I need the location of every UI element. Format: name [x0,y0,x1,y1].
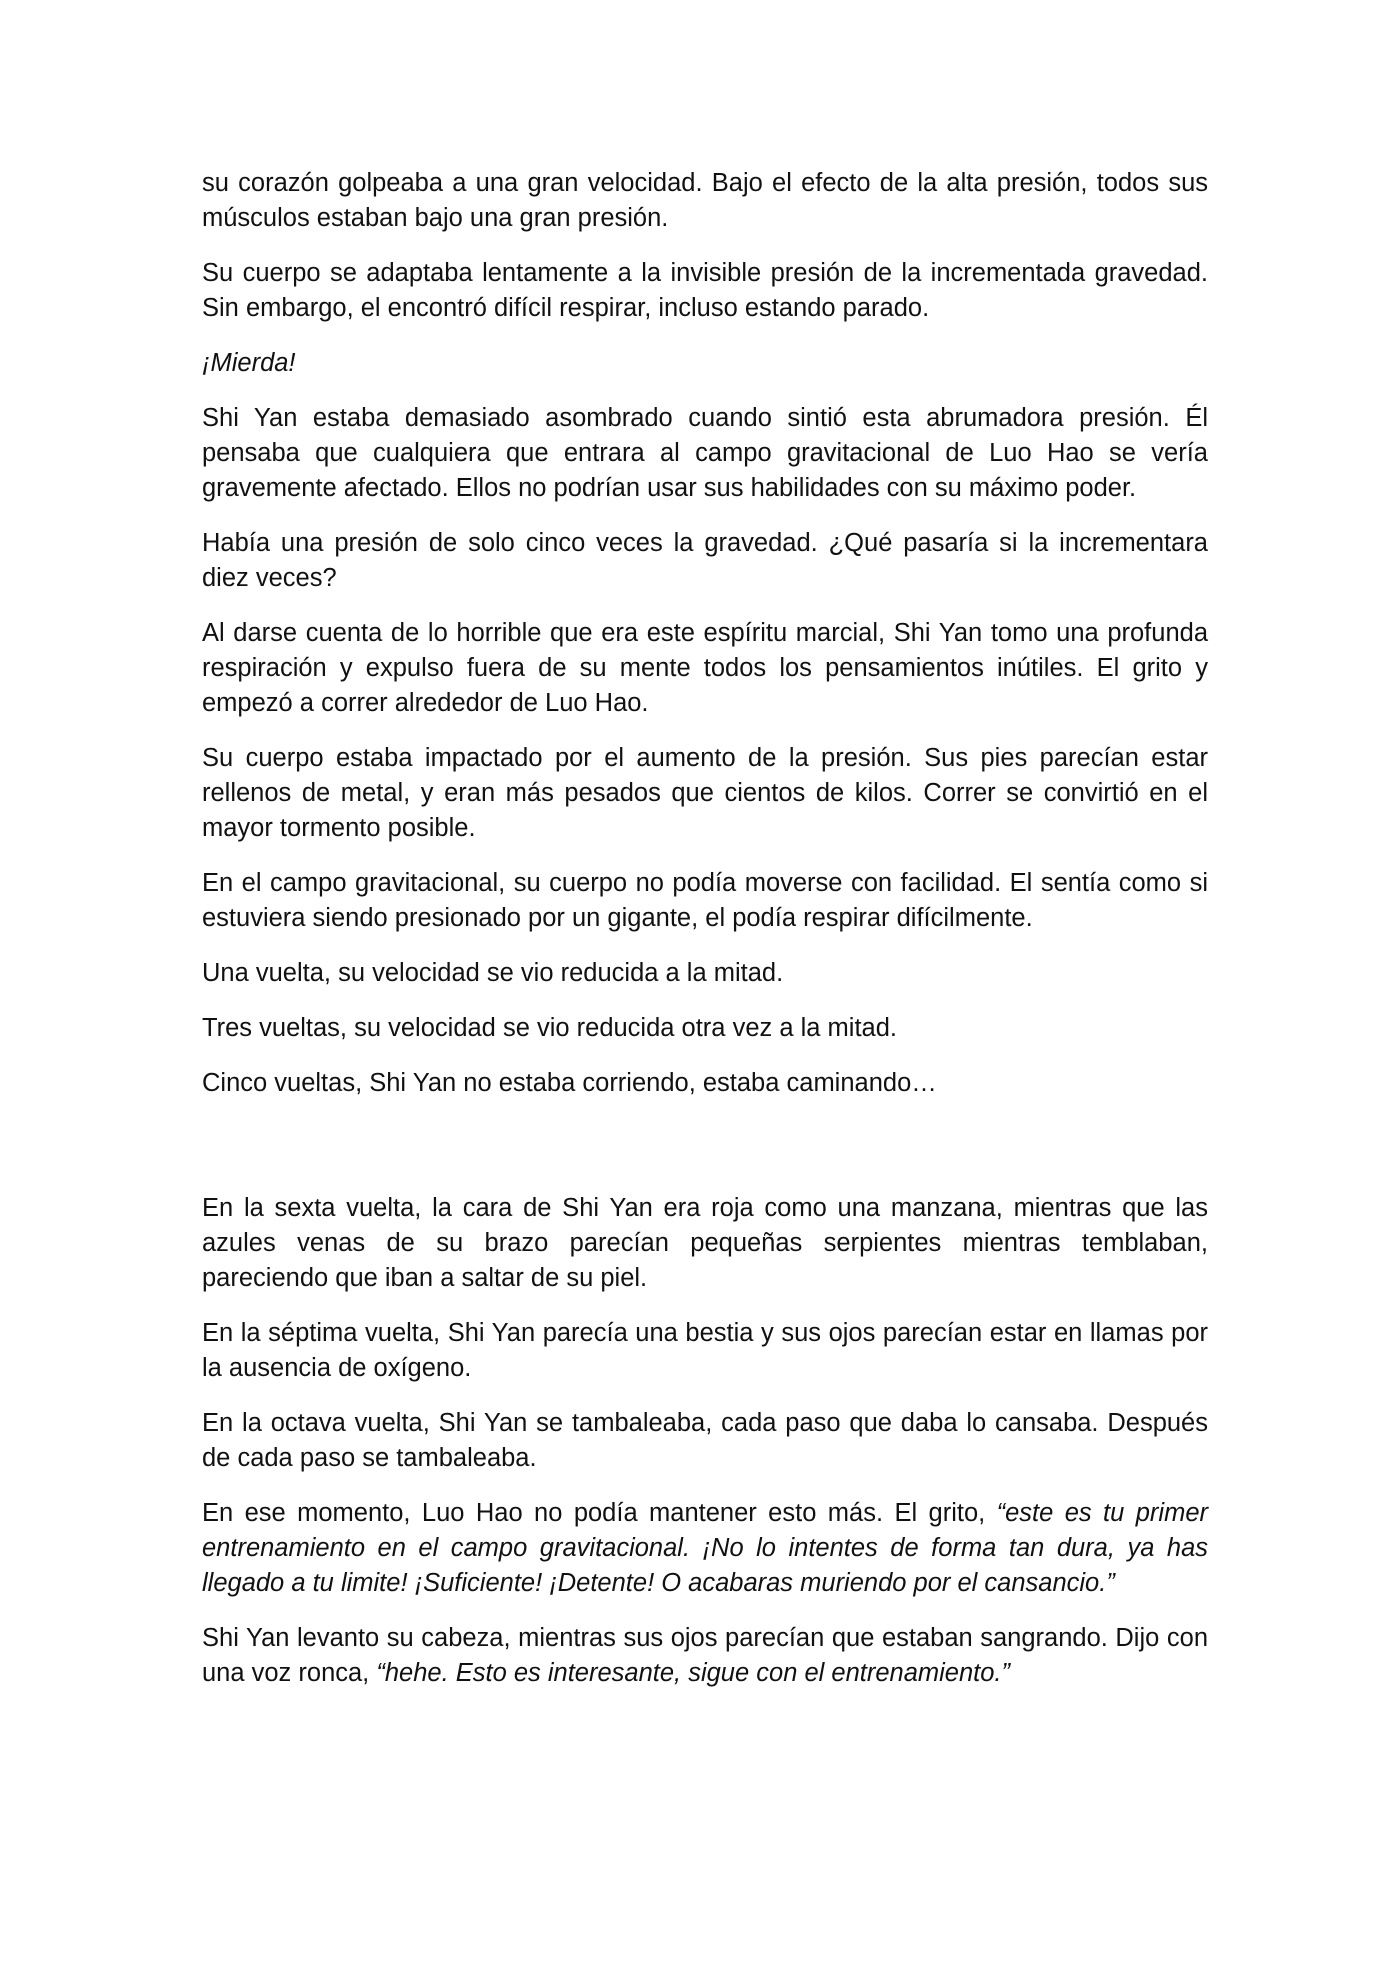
text-segment: Su cuerpo estaba impactado por el aumento de la presión. Sus pies parecían estar rellenos de metal, y eran más pesados que cientos de kilos. Correr se convirtió en el mayor tormento posible. [202,744,1208,842]
paragraph [202,166,1208,236]
text-segment: Shi Yan levanto su cabeza, mientras sus ojos parecían que estaban sangrando. Dijo con una voz ronca, [202,1624,1208,1687]
document-text-body [202,166,1208,1711]
italic-text-segment: ¡Mierda! [202,349,296,377]
paragraph [202,346,1208,381]
paragraph [202,1496,1208,1601]
paragraph [202,616,1208,721]
text-segment: Su cuerpo se adaptaba lentamente a la invisible presión de la incrementada gravedad. Sin embargo, el encontró difícil respirar, incluso estando parado. [202,259,1208,322]
text-segment: En el campo gravitacional, su cuerpo no podía moverse con facilidad. El sentía como si estuviera siendo presionado por un gigante, el podía respirar difícilmente. [202,869,1208,932]
text-segment: Shi Yan estaba demasiado asombrado cuando sintió esta abrumadora presión. Él pensaba que cualquiera que entrara al campo gravitacional de Luo Hao se vería gravemente afectado. Ellos no podrían usar sus habilidades con su máximo poder. [202,404,1208,502]
italic-text-segment: “este es tu primer entrenamiento en el campo gravitacional. ¡No lo intentes de forma tan dura, ya has llegado a tu limite! ¡Suficiente! ¡Detente! O acabaras muriendo por el cansancio.” [202,1499,1208,1597]
text-segment: Una vuelta, su velocidad se vio reducida a la mitad. [202,959,784,987]
paragraph [202,401,1208,506]
paragraph [202,866,1208,936]
text-segment: Cinco vueltas, Shi Yan no estaba corriendo, estaba caminando… [202,1069,937,1097]
italic-text-segment: “hehe. Esto es interesante, sigue con el entrenamiento.” [376,1659,1010,1687]
paragraph [202,1316,1208,1386]
paragraph [202,1191,1208,1296]
text-segment: Había una presión de solo cinco veces la gravedad. ¿Qué pasaría si la incrementara diez veces? [202,529,1208,592]
text-segment: En la sexta vuelta, la cara de Shi Yan era roja como una manzana, mientras que las azules venas de su brazo parecían pequeñas serpientes mientras temblaban, pareciendo que iban a saltar de su piel. [202,1194,1208,1292]
paragraph [202,1011,1208,1046]
text-segment: su corazón golpeaba a una gran velocidad. Bajo el efecto de la alta presión, todos sus músculos estaban bajo una gran presión. [202,169,1208,232]
paragraph [202,256,1208,326]
text-segment: Al darse cuenta de lo horrible que era este espíritu marcial, Shi Yan tomo una profunda respiración y expulso fuera de su mente todos los pensamientos inútiles. El grito y empezó a correr alrededor de Luo Hao. [202,619,1208,717]
paragraph [202,1621,1208,1691]
paragraph [202,1066,1208,1101]
text-segment: En la octava vuelta, Shi Yan se tambaleaba, cada paso que daba lo cansaba. Después de cada paso se tambaleaba. [202,1409,1208,1472]
text-segment: Tres vueltas, su velocidad se vio reducida otra vez a la mitad. [202,1014,897,1042]
paragraph [202,1406,1208,1476]
text-segment: En ese momento, Luo Hao no podía mantener esto más. El grito, [202,1499,997,1527]
paragraph [202,741,1208,846]
text-segment: En la séptima vuelta, Shi Yan parecía una bestia y sus ojos parecían estar en llamas por la ausencia de oxígeno. [202,1319,1208,1382]
paragraph [202,956,1208,991]
paragraph [202,526,1208,596]
